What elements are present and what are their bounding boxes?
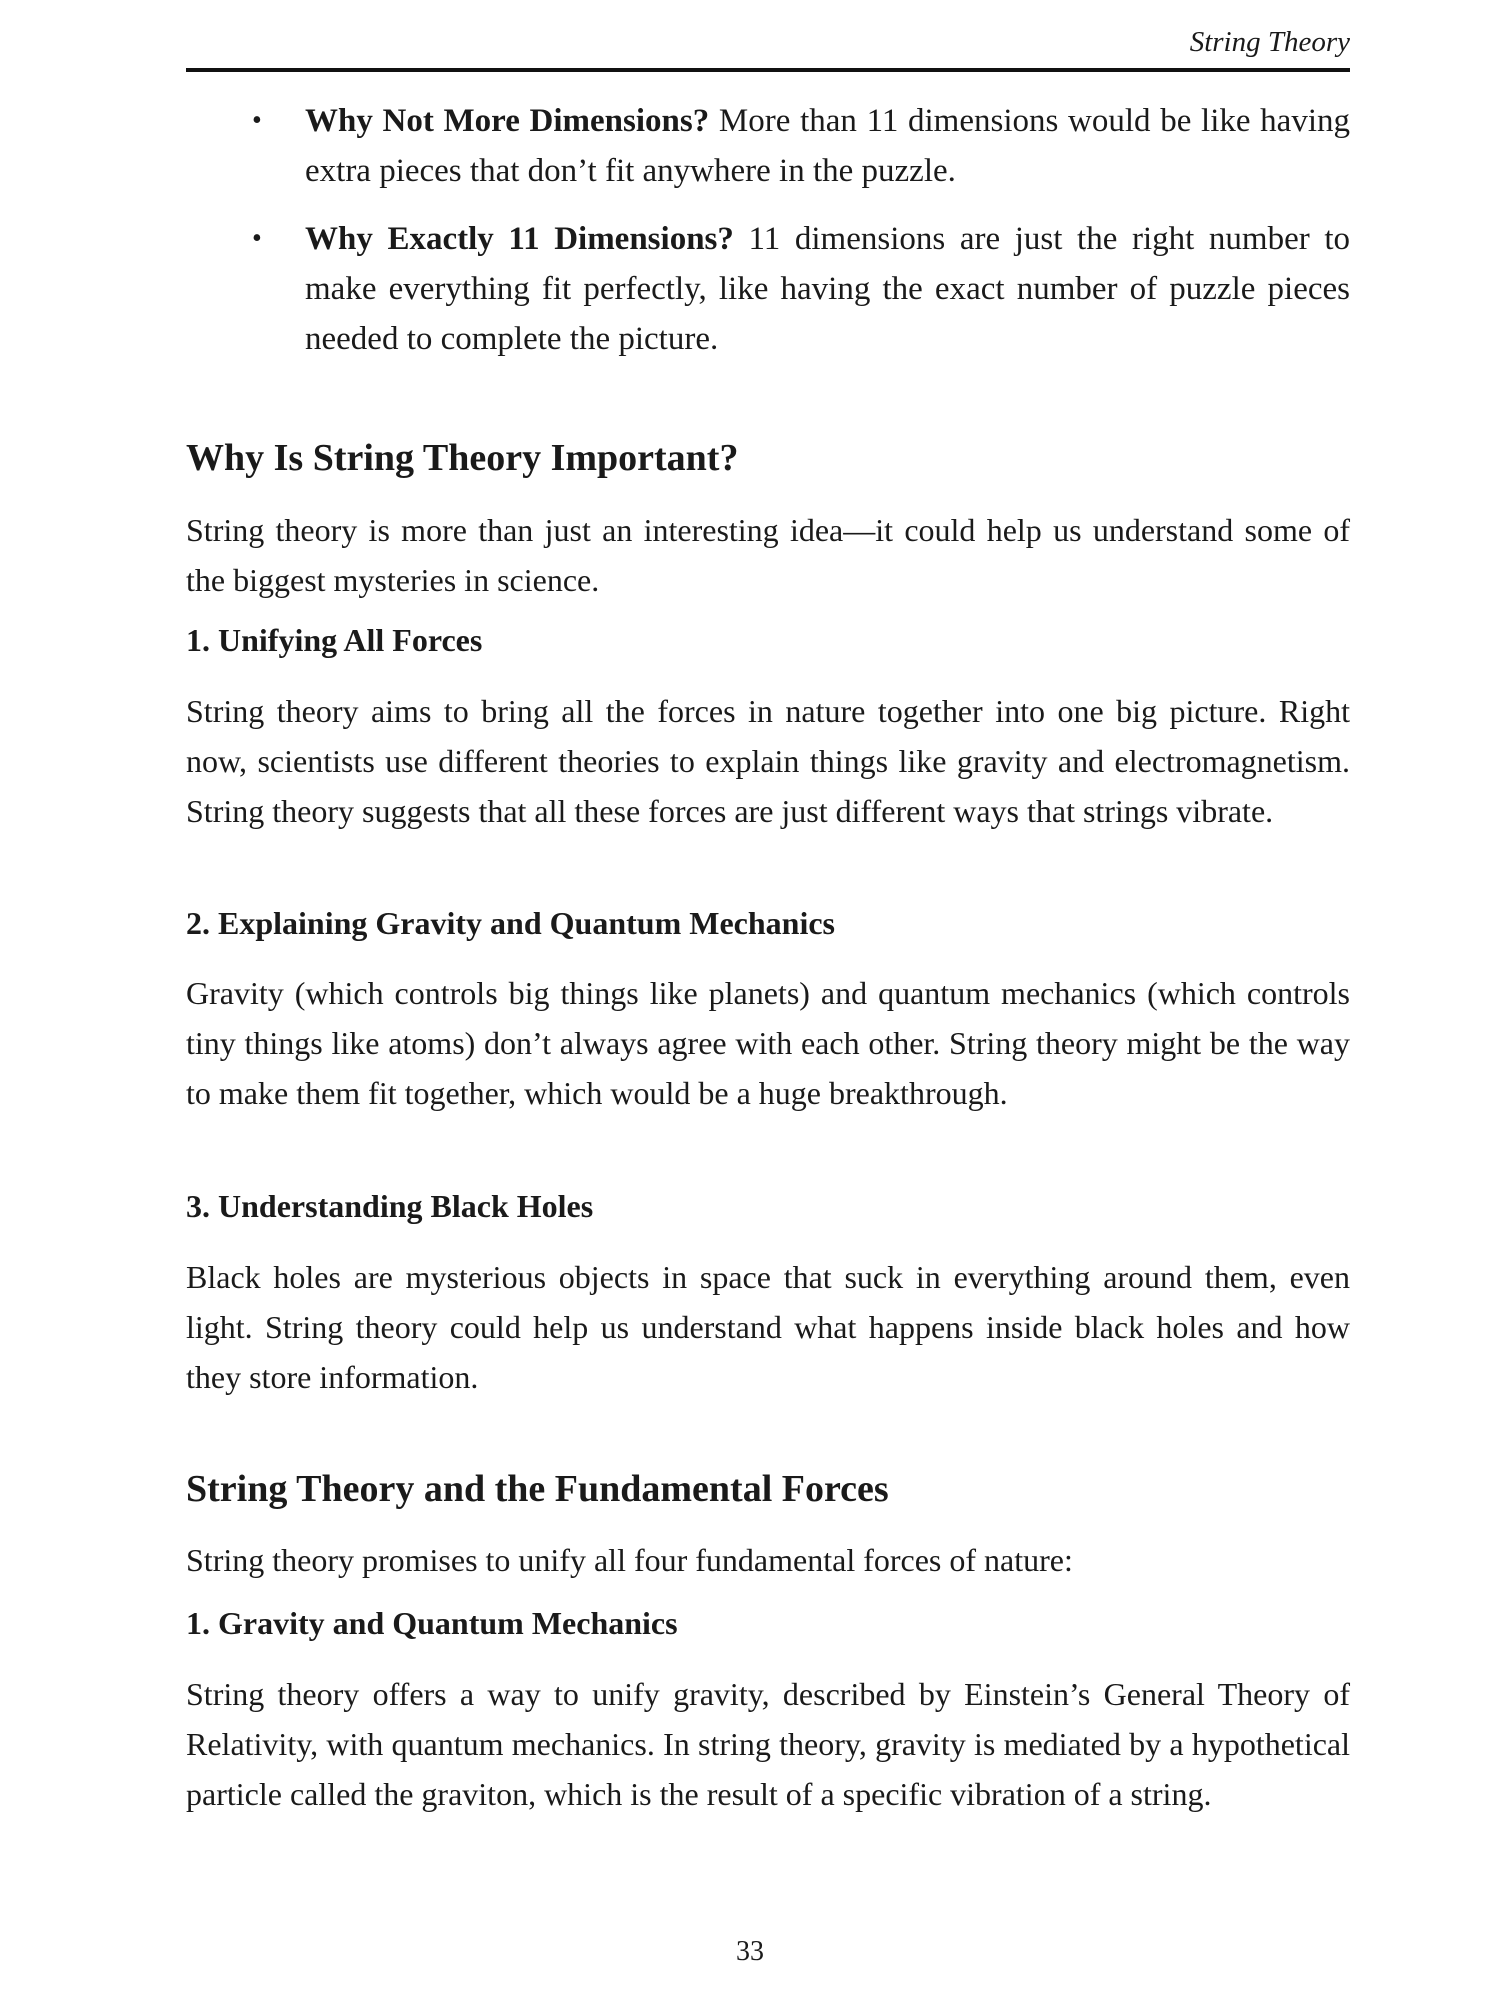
bullet-term: Why Not More Dimensions? bbox=[305, 103, 710, 139]
running-head bbox=[186, 22, 1350, 72]
subsection-text: Gravity (which controls big things like planets) and quantum mechanics (which controls tiny things like atoms) don’t always agree with each other. String theory might be the way to make them fit together, which would be a huge breakthrough. bbox=[186, 975, 1350, 1111]
subsection-text: Black holes are mysterious objects in space that suck in everything around them, even light. String theory could help us understand what happens inside black holes and how they store information. bbox=[186, 1259, 1350, 1395]
subsection-text: String theory offers a way to unify gravity, described by Einstein’s General Theory of Relativity, with quantum mechanics. In string theory, gravity is mediated by a hypothetical particle called the graviton, which is the result of a specific vibration of a string. bbox=[186, 1676, 1350, 1812]
section-intro: String theory is more than just an interesting idea—it could help us understand some of the biggest mysteries in science. bbox=[186, 512, 1350, 598]
bullet-text: More than 11 dimensions would be like having extra pieces that don’t fit anywhere in the puzzle. bbox=[305, 103, 1351, 189]
bullet-list bbox=[252, 96, 1350, 382]
section-intro: String theory promises to unify all four fundamental forces of nature: bbox=[186, 1542, 1073, 1578]
section-heading: Why Is String Theory Important? bbox=[186, 437, 739, 479]
running-head-title: String Theory bbox=[1189, 26, 1350, 58]
subsection-heading: 2. Explaining Gravity and Quantum Mechanics bbox=[186, 905, 835, 941]
subsection-heading: 1. Unifying All Forces bbox=[186, 622, 483, 658]
page-number: 33 bbox=[736, 1936, 764, 1967]
bullet-icon: • bbox=[252, 105, 262, 136]
bullet-text: 11 dimensions are just the right number to make everything fit perfectly, like having the exact number of puzzle pieces needed to complete the picture. bbox=[305, 221, 1350, 357]
bullet-item bbox=[252, 96, 1350, 196]
bullet-item bbox=[252, 214, 1350, 364]
subsection-heading: 3. Understanding Black Holes bbox=[186, 1188, 594, 1224]
bullet-icon: • bbox=[252, 223, 262, 254]
subsection-text: String theory aims to bring all the forces in nature together into one big picture. Right now, scientists use different theories to explain things like gravity and electromagnetism. String theory suggests that all these forces are just different ways that strings vibrate. bbox=[186, 693, 1350, 829]
subsection-heading: 1. Gravity and Quantum Mechanics bbox=[186, 1605, 678, 1641]
bullet-term: Why Exactly 11 Dimensions? bbox=[305, 221, 734, 257]
section-heading: String Theory and the Fundamental Forces bbox=[186, 1468, 889, 1510]
